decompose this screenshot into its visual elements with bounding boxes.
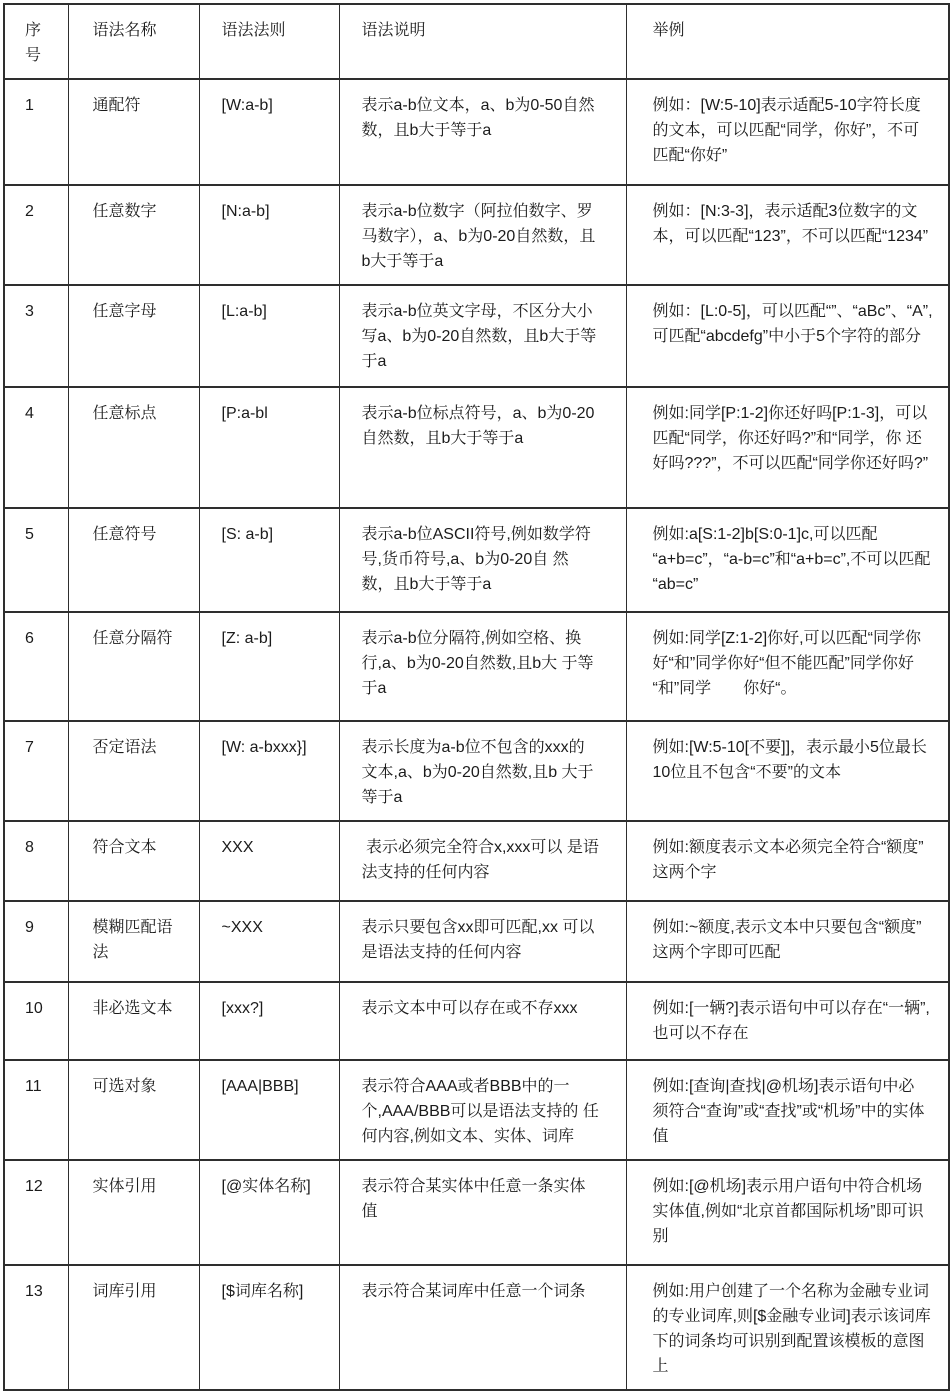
- cell-rule: ~XXX: [199, 901, 339, 982]
- cell-description: 表示必须完全符合x,xxx可以 是语法支持的任何内容: [339, 821, 626, 901]
- cell-description: 表示a-b位英文字母，不区分大小写a、b为0-20自然数，且b大于等于a: [339, 285, 626, 387]
- cell-example: 例如:[@机场]表示用户语句中符合机场实体值,例如“北京首都国际机场”即可识别: [626, 1160, 949, 1265]
- table-row: [4, 901, 949, 982]
- cell-example: 例如:a[S:1-2]b[S:0-1]c,可以匹配“a+b=c”，“a-b=c”和“a+b=c”,不可以匹配“ab=c”: [626, 508, 949, 612]
- table-row: [4, 1060, 949, 1160]
- cell-name: 词库引用: [68, 1265, 199, 1390]
- cell-index: 2: [4, 185, 68, 285]
- cell-index: 11: [4, 1060, 68, 1160]
- cell-rule: [W: a-bxxx}]: [199, 721, 339, 821]
- cell-index: 4: [4, 387, 68, 508]
- grammar-rules-table: [3, 3, 950, 1391]
- table-row: [4, 285, 949, 387]
- table-row: [4, 1265, 949, 1390]
- table-row: [4, 387, 949, 508]
- cell-name: 任意字母: [68, 285, 199, 387]
- cell-description: 表示a-b位文本，a、b为0-50自然数，且b大于等于a: [339, 79, 626, 185]
- table-row: [4, 508, 949, 612]
- cell-name: 非必选文本: [68, 982, 199, 1060]
- cell-description: 表示文本中可以存在或不存xxx: [339, 982, 626, 1060]
- cell-rule: [N:a-b]: [199, 185, 339, 285]
- cell-rule: [P:a-bl: [199, 387, 339, 508]
- table-row: [4, 1160, 949, 1265]
- table-row: [4, 982, 949, 1060]
- cell-example: 例如：[W:5-10]表示适配5-10字符长度的文本，可以匹配“同学，你好”，不可匹配“你好”: [626, 79, 949, 185]
- cell-index: 12: [4, 1160, 68, 1265]
- cell-index: 10: [4, 982, 68, 1060]
- table-row: [4, 612, 949, 721]
- cell-description: 表示a-b位数字（阿拉伯数字、罗马数字），a、b为0-20自然数，且b大于等于a: [339, 185, 626, 285]
- cell-description: 表示符合某词库中任意一个词条: [339, 1265, 626, 1390]
- cell-index: 6: [4, 612, 68, 721]
- header-row: [4, 4, 949, 79]
- cell-example: 例如：[L:0-5]，可以匹配“”、“aBc”、“A”,可匹配“abcdefg”中小于5个字符的部分: [626, 285, 949, 387]
- cell-rule: [S: a-b]: [199, 508, 339, 612]
- column-header-example: 举例: [626, 4, 949, 79]
- cell-example: 例如:[查询|查找|@机场]表示语句中必 须符合“查询”或“查找”或“机场”中的实体值: [626, 1060, 949, 1160]
- cell-description: 表示a-b位标点符号，a、b为0-20自然数，且b大于等于a: [339, 387, 626, 508]
- cell-rule: [L:a-b]: [199, 285, 339, 387]
- cell-description: 表示符合某实体中任意一条实体值: [339, 1160, 626, 1265]
- cell-rule: [xxx?]: [199, 982, 339, 1060]
- column-header-rule: 语法法则: [199, 4, 339, 79]
- cell-name: 符合文本: [68, 821, 199, 901]
- column-header-index: 序号: [4, 4, 68, 79]
- cell-rule: [AAA|BBB]: [199, 1060, 339, 1160]
- cell-name: 实体引用: [68, 1160, 199, 1265]
- cell-example: 例如:同学[Z:1-2]你好,可以匹配“同学你好“和”同学你好“但不能匹配”同学你好“和”同学 你好“。: [626, 612, 949, 721]
- cell-index: 8: [4, 821, 68, 901]
- cell-name: 模糊匹配语法: [68, 901, 199, 982]
- grammar-table-body: [4, 79, 949, 1390]
- cell-example: 例如:额度表示文本必须完全符合“额度”这两个字: [626, 821, 949, 901]
- cell-name: 可选对象: [68, 1060, 199, 1160]
- table-row: [4, 79, 949, 185]
- cell-rule: [W:a-b]: [199, 79, 339, 185]
- cell-example: 例如:[W:5-10[不要]]，表示最小5位最长10位且不包含“不要”的文本: [626, 721, 949, 821]
- column-header-description: 语法说明: [339, 4, 626, 79]
- cell-example: 例如：[N:3-3]，表示适配3位数字的文本，可以匹配“123”，不可以匹配“1234”: [626, 185, 949, 285]
- cell-description: 表示符合AAA或者BBB中的一个,AAA/BBB可以是语法支持的 任何内容,例如文本、实体、词库: [339, 1060, 626, 1160]
- table-row: [4, 821, 949, 901]
- cell-index: 3: [4, 285, 68, 387]
- cell-name: 通配符: [68, 79, 199, 185]
- cell-index: 5: [4, 508, 68, 612]
- cell-example: 例如:~额度,表示文本中只要包含“额度”这两个字即可匹配: [626, 901, 949, 982]
- cell-index: 7: [4, 721, 68, 821]
- cell-name: 任意标点: [68, 387, 199, 508]
- cell-index: 9: [4, 901, 68, 982]
- cell-rule: [@实体名称]: [199, 1160, 339, 1265]
- cell-rule: XXX: [199, 821, 339, 901]
- cell-name: 任意分隔符: [68, 612, 199, 721]
- cell-index: 1: [4, 79, 68, 185]
- column-header-name: 语法名称: [68, 4, 199, 79]
- cell-index: 13: [4, 1265, 68, 1390]
- cell-example: 例如:同学[P:1-2]你还好吗[P:1-3]，可以匹配“同学，你还好吗?”和“同学，你 还好吗???”，不可以匹配“同学你还好吗?”: [626, 387, 949, 508]
- cell-description: 表示只要包含xx即可匹配,xx 可以是语法支持的任何内容: [339, 901, 626, 982]
- cell-name: 任意符号: [68, 508, 199, 612]
- cell-rule: [$词库名称]: [199, 1265, 339, 1390]
- cell-example: 例如:用户创建了一个名称为金融专业词的专业词库,则[$金融专业词]表示该词库下的词条均可识别到配置该模板的意图上: [626, 1265, 949, 1390]
- cell-description: 表示a-b位ASCII符号,例如数学符号,货币符号,a、b为0-20自 然数，且b大于等于a: [339, 508, 626, 612]
- cell-example: 例如:[一辆?]表示语句中可以存在“一辆”,也可以不存在: [626, 982, 949, 1060]
- table-header: [4, 4, 949, 79]
- table-row: [4, 721, 949, 821]
- cell-name: 否定语法: [68, 721, 199, 821]
- cell-name: 任意数字: [68, 185, 199, 285]
- cell-description: 表示长度为a-b位不包含的xxx的文本,a、b为0-20自然数,且b 大于等于a: [339, 721, 626, 821]
- cell-description: 表示a-b位分隔符,例如空格、换行,a、b为0-20自然数,且b大 于等于a: [339, 612, 626, 721]
- table-row: [4, 185, 949, 285]
- cell-rule: [Z: a-b]: [199, 612, 339, 721]
